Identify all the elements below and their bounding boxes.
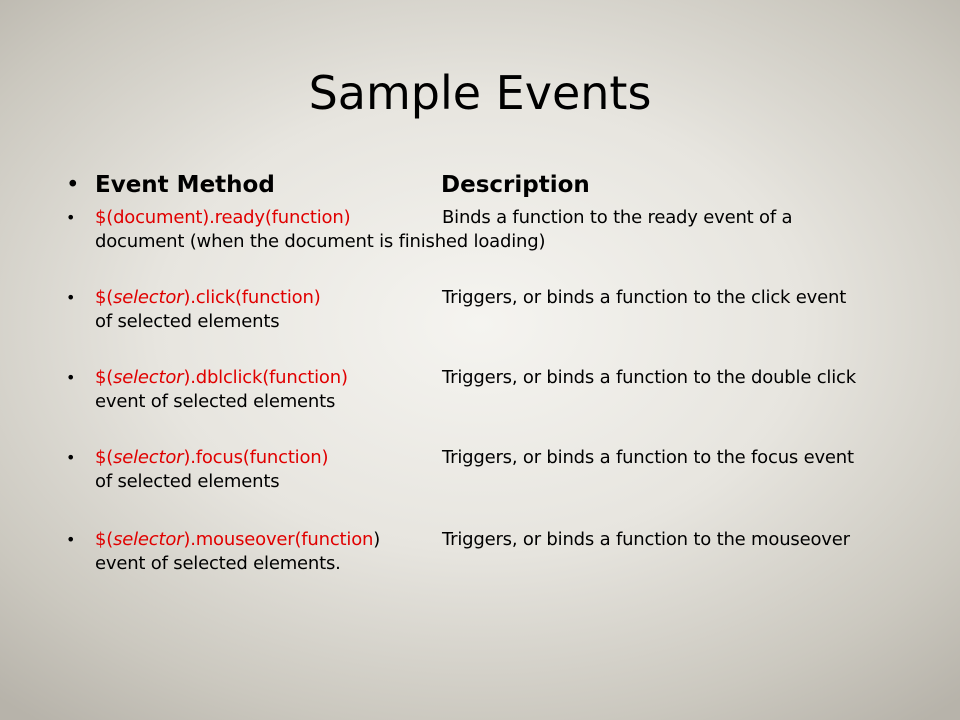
event-description-line2: of selected elements <box>95 471 280 492</box>
event-description-line2: of selected elements <box>95 311 280 332</box>
event-description-line1: Triggers, or binds a function to the click event <box>442 287 847 308</box>
header-event-method: Event Method <box>95 172 275 198</box>
bullet-icon: • <box>66 288 76 307</box>
event-method: $(selector).dblclick(function) <box>95 367 348 388</box>
event-method: $(selector).mouseover(function) <box>95 529 381 550</box>
bullet-icon: • <box>66 368 76 387</box>
slide-title: Sample Events <box>308 66 652 120</box>
event-description-line2: event of selected elements. <box>95 553 341 574</box>
event-description-line1: Triggers, or binds a function to the mouseover <box>442 529 850 550</box>
event-description-line1: Triggers, or binds a function to the double click <box>442 367 856 388</box>
header-description: Description <box>441 172 590 198</box>
bullet-icon: • <box>66 448 76 467</box>
event-description-line1: Triggers, or binds a function to the focus event <box>442 447 854 468</box>
event-description-line2: event of selected elements <box>95 391 336 412</box>
bullet-icon: • <box>66 530 76 549</box>
event-description-line1: Binds a function to the ready event of a <box>442 207 793 228</box>
event-description-line2: document (when the document is finished loading) <box>95 231 546 252</box>
event-method: $(selector).focus(function) <box>95 447 329 468</box>
event-method: $(document).ready(function) <box>95 207 351 228</box>
bullet-icon: • <box>66 172 80 198</box>
bullet-icon: • <box>66 208 76 227</box>
event-method: $(selector).click(function) <box>95 287 321 308</box>
